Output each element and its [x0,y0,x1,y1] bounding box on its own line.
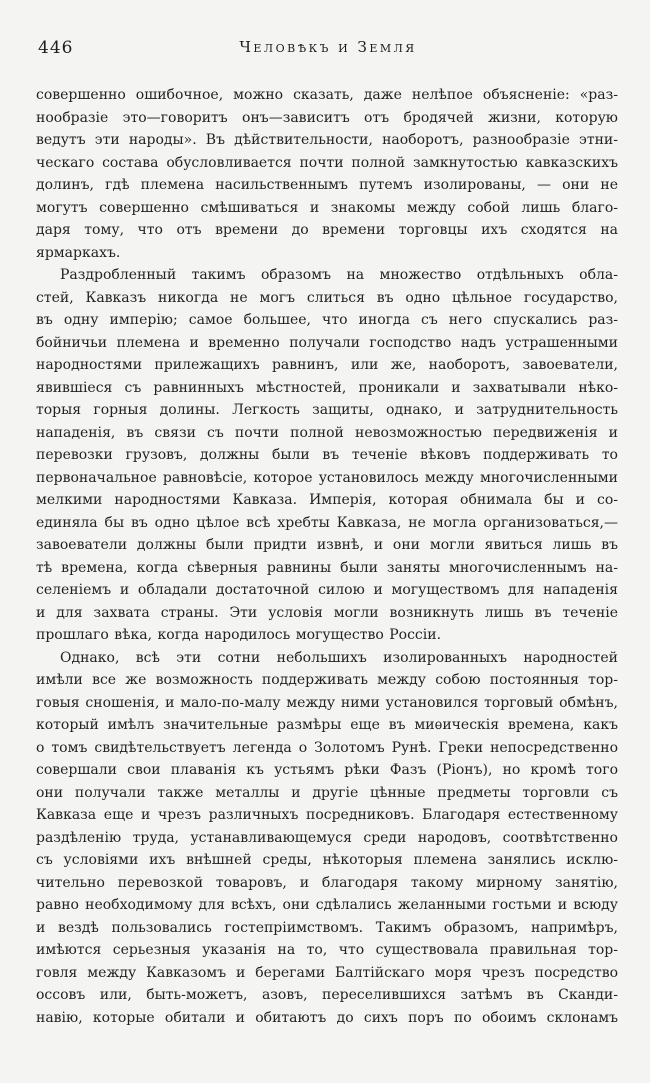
text-line: раздѣленію труда, устанавливающемуся среди народовъ, соотвѣтственно [36,829,618,846]
text-line: который имѣлъ значительные размѣры еще въ миѳическія времена, какъ [36,717,618,733]
text-line: торыя горныя долины. Легкость защиты, однако, и затруднительность [36,402,618,418]
paragraph [36,264,618,647]
text-line: явившіеся съ равнинныхъ мѣстностей, проникали и захватывали нѣко- [36,379,618,396]
text-line: ярмаркахъ. [36,244,121,261]
paragraph [36,84,618,264]
text-line: прошлаго вѣка, когда народилось могущество Россіи. [36,627,442,643]
text-line: говля между Кавказомъ и берегами Балтійскаго моря чрезъ посредство [36,964,618,981]
text-line: они получали также металлы и другіе цѣнные предметы торговли съ [36,784,618,801]
text-line: оссовъ или, быть-можетъ, азовъ, переселившихся затѣмъ въ Сканди- [36,987,618,1003]
text-line: равно необходимому для всѣхъ, они сдѣлались желанными гостьми и всюду [36,897,618,913]
text-line: могутъ совершенно смѣшиваться и знакомы между собой лишь благо- [36,199,618,216]
page-header [36,38,620,60]
text-line: говыя сношенія, и мало-по-малу между ними установился торговый обмѣнъ, [36,694,618,711]
text-line: нообразіе это—говоритъ онъ—зависитъ отъ бродячей жизни, которую [36,109,618,126]
text-line: бойничьи племена и временно получали господство надъ устрашенными [36,334,618,351]
text-line: селеніемъ и обладали достаточной силою и могуществомъ для нападенія [36,582,618,598]
text-line: даря тому, что отъ времени до времени торговцы ихъ сходятся на [36,222,618,238]
text-line: совершали свои плаванія къ устьямъ рѣки Фазъ (Ріонъ), но кромѣ того [36,762,618,778]
text-line: и для захвата страны. Эти условія могли возникнуть лишь въ теченіе [36,604,618,621]
text-line: стей, Кавказъ никогда не могъ слиться въ одно цѣльное государство, [36,289,618,306]
text-line: мелкими народностями Кавказа. Имперія, которая обнимала бы и со- [36,492,618,508]
text-line: совершенно ошибочное, можно сказать, даже нелѣпое объясненіе: «раз- [36,87,618,103]
paragraph [36,647,618,1030]
text-line: съ условіями ихъ внѣшней среды, нѣкоторыя племена занялись исклю- [36,852,618,868]
text-line: первоначальное равновѣсіе, которое установилось между многочисленными [36,469,618,486]
text-line: Раздробленный такимъ образомъ на множество отдѣльныхъ обла- [60,267,618,283]
text-line: тѣ времена, когда сѣверныя равнины были заняты многочисленнымъ на- [36,559,618,576]
text-line: и вездѣ пользовались гостепріимствомъ. Такимъ образомъ, напримѣръ, [36,919,618,936]
page-number: 446 [38,38,74,58]
text-line: навію, которые обитали и обитаютъ до сихъ поръ по обоимъ склонамъ [36,1009,618,1026]
text-line: перевозки грузовъ, должны были въ теченіе вѣковъ поддерживать то [36,447,618,463]
text-line: въ одну имперію; самое большее, что иногда съ него спускались раз- [36,312,618,328]
text-line: имѣются серьезныя указанія на то, что существовала правильная тор- [36,942,618,958]
text-line: долинъ, гдѣ племена насильственнымъ путемъ изолированы, — они не [36,177,618,193]
text-line: народностями прилежащихъ равнинъ, или же, наоборотъ, завоеватели, [36,357,618,373]
text-line: нападенія, въ связи съ почти полной невозможностью передвиженія и [36,424,618,441]
page-body [36,84,618,1029]
text-line: ческаго состава обусловливается почти полной замкнутостью кавказскихъ [36,154,618,171]
running-title: Человѣкъ и Земля [239,38,417,56]
text-line: имѣли все же возможность поддерживать между собою постоянныя тор- [36,672,618,688]
text-line: ведутъ эти народы». Въ дѣйствительности, наоборотъ, разнообразіе этни- [36,132,618,148]
text-line: Однако, всѣ эти сотни небольшихъ изолированныхъ народностей [60,649,618,666]
text-line: чительно перевозкой товаровъ, и благодаря такому мирному занятію, [36,874,618,891]
text-line: единяла бы въ одно цѣлое всѣ хребты Кавказа, не могла организоваться,— [36,514,618,531]
text-line: Кавказа еще и чрезъ различныхъ посредниковъ. Благодаря естественному [36,807,618,823]
text-line: о томъ свидѣтельствуетъ легенда о Золотомъ Рунѣ. Греки непосредственно [36,739,618,756]
text-line: завоеватели должны были придти извнѣ, и они могли явиться лишь въ [36,537,618,553]
